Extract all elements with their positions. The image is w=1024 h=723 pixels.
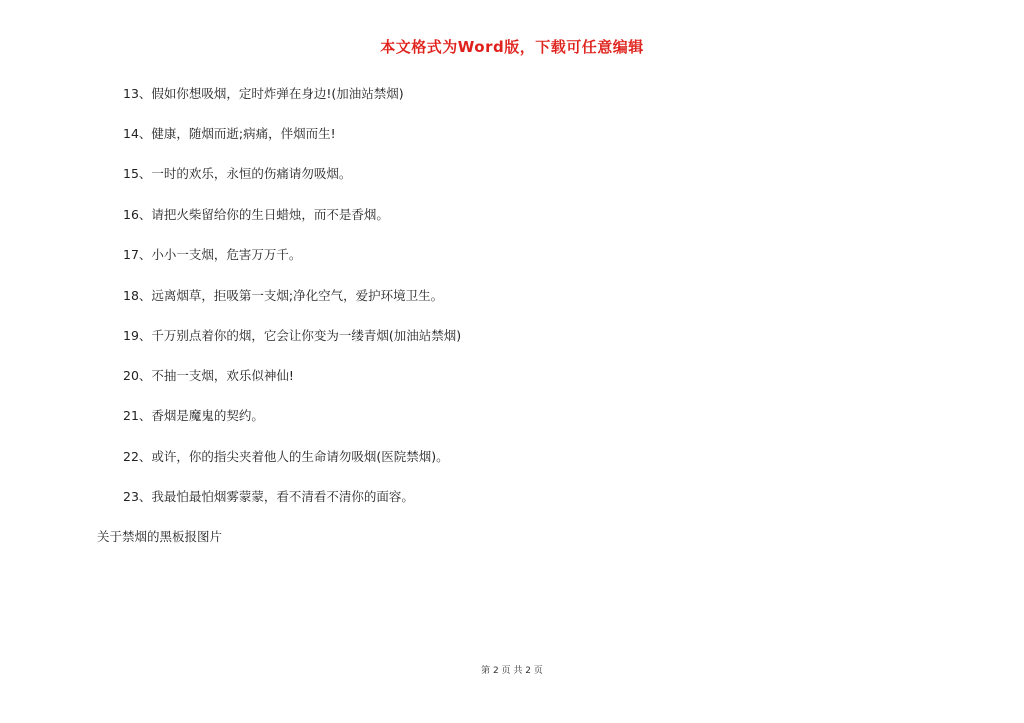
- list-item: 14、健康，随烟而逝;病痛，伴烟而生!: [123, 126, 336, 141]
- list-item: 22、或许，你的指尖夹着他人的生命请勿吸烟(医院禁烟)。: [123, 449, 449, 464]
- list-item: 20、不抽一支烟，欢乐似神仙!: [123, 368, 294, 383]
- document-banner: 本文格式为Word版，下载可任意编辑: [380, 38, 644, 56]
- list-item: 21、香烟是魔鬼的契约。: [123, 408, 264, 423]
- list-item: 16、请把火柴留给你的生日蜡烛，而不是香烟。: [123, 207, 389, 222]
- list-item: 15、一时的欢乐，永恒的伤痛请勿吸烟。: [123, 166, 352, 181]
- section-heading: 关于禁烟的黑板报图片: [97, 529, 223, 544]
- list-item: 19、千万别点着你的烟，它会让你变为一缕青烟(加油站禁烟): [123, 328, 462, 343]
- page-number: 第 2 页 共 2 页: [481, 666, 543, 676]
- list-item: 17、小小一支烟，危害万万千。: [123, 247, 302, 262]
- list-item: 18、远离烟草，拒吸第一支烟;净化空气，爱护环境卫生。: [123, 288, 444, 303]
- list-item: 13、假如你想吸烟，定时炸弹在身边!(加油站禁烟): [123, 86, 404, 101]
- list-item: 23、我最怕最怕烟雾蒙蒙，看不清看不清你的面容。: [123, 489, 414, 504]
